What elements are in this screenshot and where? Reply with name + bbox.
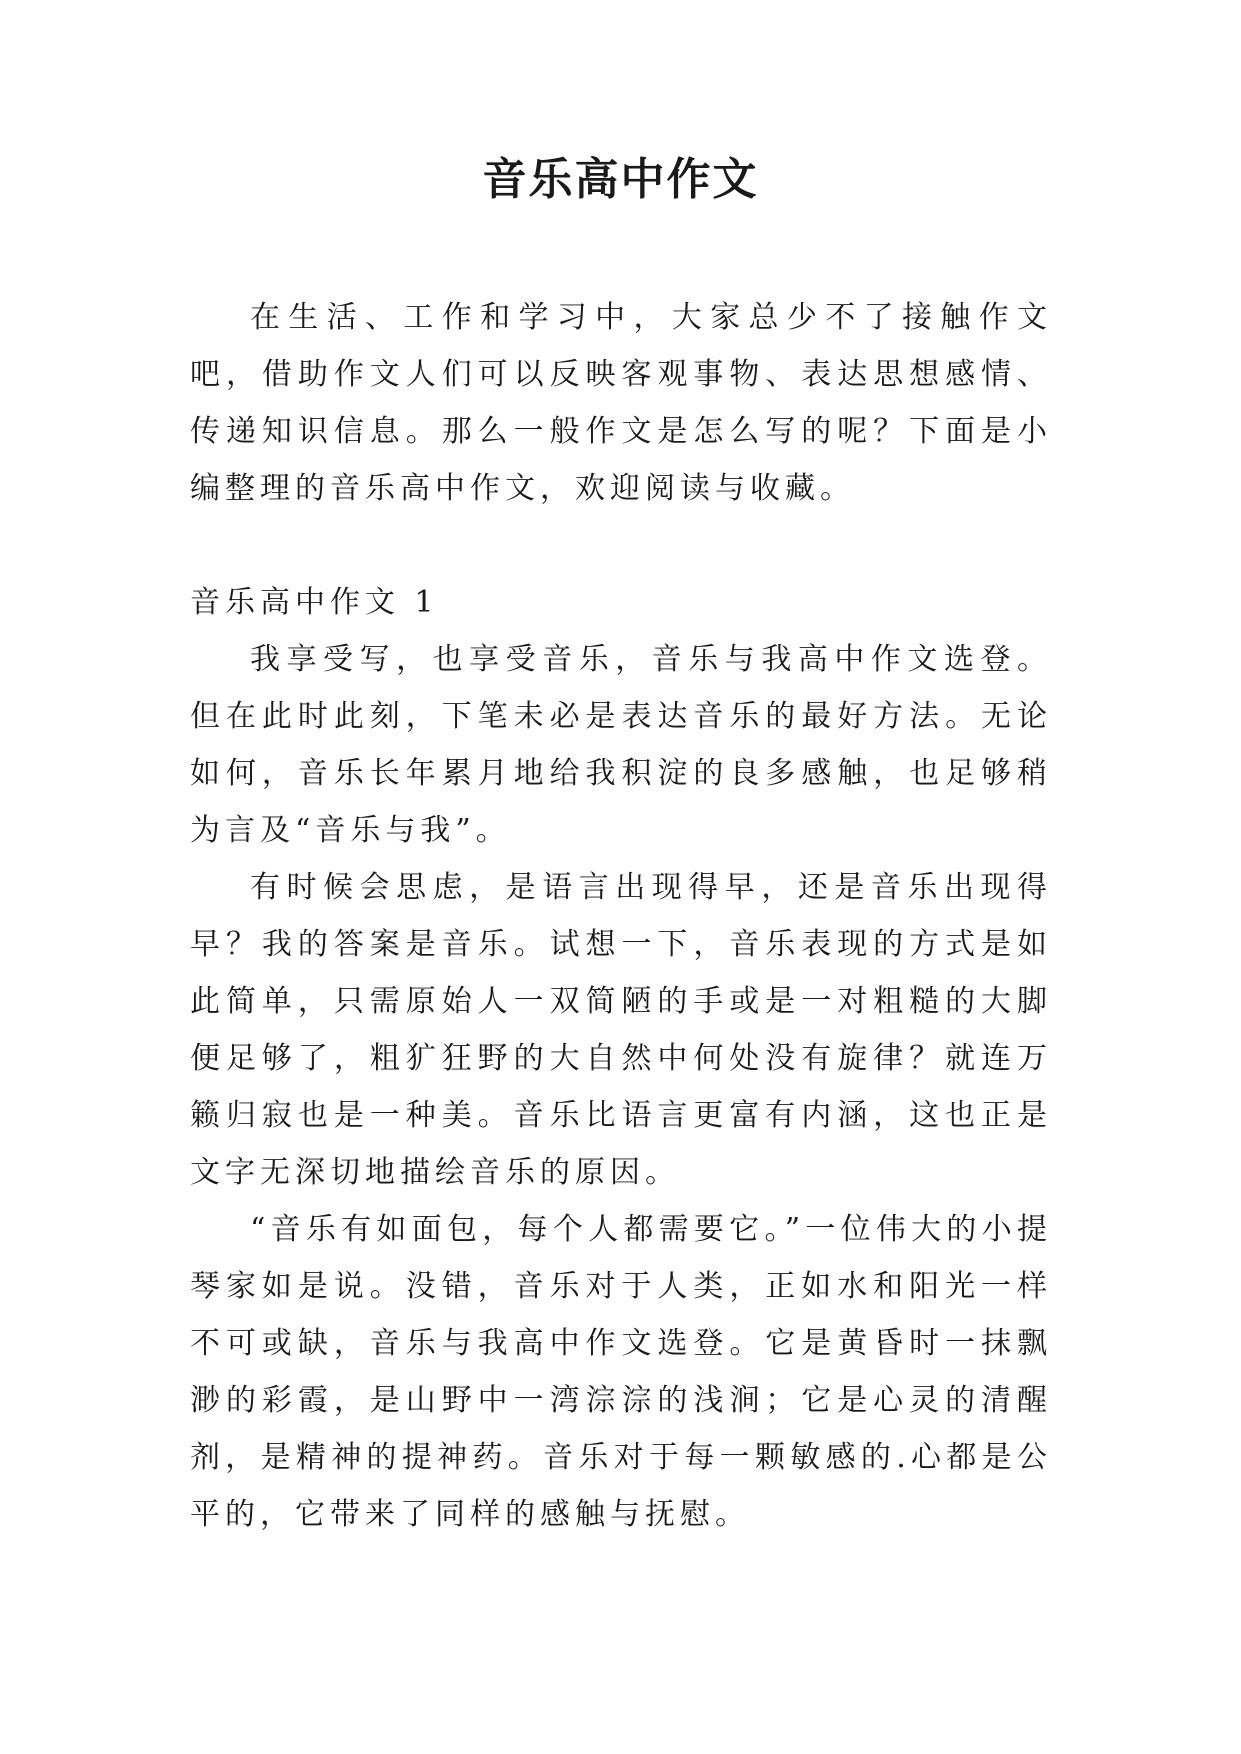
paragraph-spacer [190,517,1052,574]
document-body [190,289,1052,1543]
section-heading: 音乐高中作文 1 [190,585,439,620]
document-title: 音乐高中作文 [482,154,759,205]
body-paragraph-3: “音乐有如面包，每个人都需要它。”一位伟大的小提琴家如是说。没错，音乐对于人类，正如水和阳光一样不可或缺，音乐与我高中作文选登。它是黄昏时一抹飘渺的彩霞，是山野中一湾淙淙的浅涧；它是心灵的清醒剂，是精神的提神药。音乐对于每一颗敏感的.心都是公平的，它带来了同样的感触与抚慰。 [190,1212,1052,1532]
body-paragraph-1: 我享受写，也享受音乐，音乐与我高中作文选登。但在此时此刻，下笔未必是表达音乐的最好方法。无论如何，音乐长年累月地给我积淀的良多感触，也足够稍为言及“音乐与我”。 [190,642,1052,848]
body-paragraph-2: 有时候会思虑，是语言出现得早，还是音乐出现得早？我的答案是音乐。试想一下，音乐表现的方式是如此简单，只需原始人一双简陋的手或是一对粗糙的大脚便足够了，粗犷狂野的大自然中何处没有旋律？就连万籁归寂也是一种美。音乐比语言更富有内涵，这也正是文字无深切地描绘音乐的原因。 [190,870,1052,1190]
intro-paragraph: 在生活、工作和学习中，大家总少不了接触作文吧，借助作文人们可以反映客观事物、表达思想感情、传递知识信息。那么一般作文是怎么写的呢？下面是小编整理的音乐高中作文，欢迎阅读与收藏。 [190,300,1052,506]
